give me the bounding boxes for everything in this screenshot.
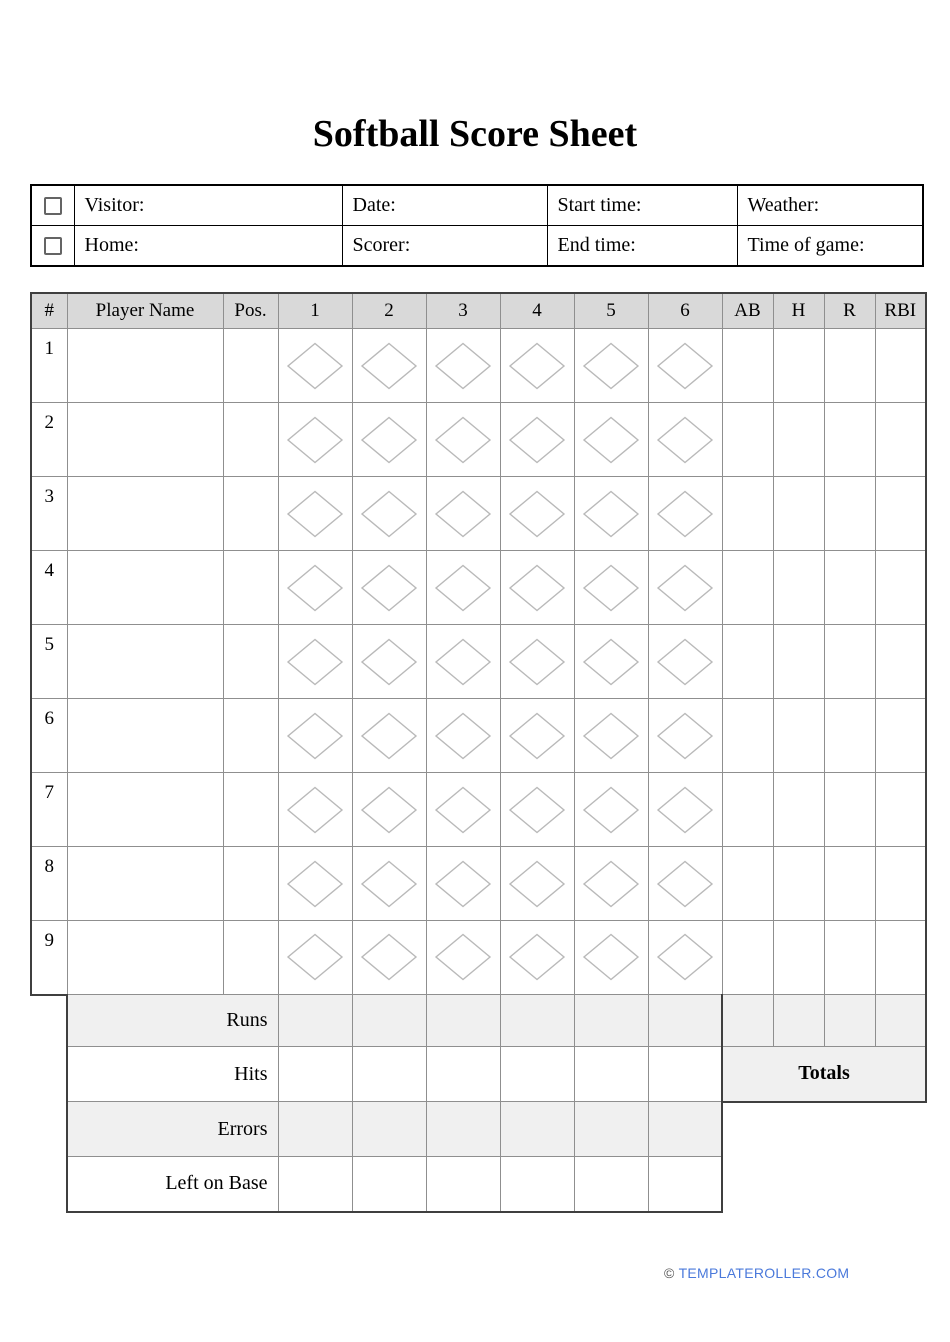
inning-cell[interactable] xyxy=(278,625,352,699)
ab-cell[interactable] xyxy=(722,329,773,403)
diamond-icon xyxy=(582,786,640,834)
inning-cell[interactable] xyxy=(648,403,722,477)
diamond-icon xyxy=(360,638,418,686)
col-header-rbi: RBI xyxy=(875,293,926,329)
ab-cell[interactable] xyxy=(722,625,773,699)
diamond-icon xyxy=(508,712,566,760)
player-name-cell[interactable] xyxy=(67,699,223,773)
h-cell[interactable] xyxy=(773,477,824,551)
diamond-icon xyxy=(582,342,640,390)
date-label: Date: xyxy=(352,194,396,216)
diamond-icon xyxy=(286,490,344,538)
h-cell[interactable] xyxy=(773,625,824,699)
errors-inning-cell[interactable] xyxy=(500,1102,574,1157)
hits-inning-cell[interactable] xyxy=(574,1047,648,1102)
hits-inning-cell[interactable] xyxy=(278,1047,352,1102)
table-row xyxy=(31,699,926,773)
score-table xyxy=(30,292,927,996)
ab-cell[interactable] xyxy=(722,403,773,477)
table-row xyxy=(31,477,926,551)
diamond-icon xyxy=(434,416,492,464)
position-cell[interactable] xyxy=(223,773,278,847)
inning-cell[interactable] xyxy=(574,551,648,625)
inning-cell[interactable] xyxy=(500,551,574,625)
diamond-icon xyxy=(582,490,640,538)
total-ab-cell[interactable] xyxy=(722,995,773,1047)
inning-cell[interactable] xyxy=(278,551,352,625)
totals-runs-row xyxy=(722,995,926,1047)
position-cell[interactable] xyxy=(223,625,278,699)
runs-inning-cell[interactable] xyxy=(574,995,648,1047)
diamond-icon xyxy=(656,490,714,538)
position-cell[interactable] xyxy=(223,403,278,477)
player-name-cell[interactable] xyxy=(67,625,223,699)
diamond-icon xyxy=(286,860,344,908)
h-cell[interactable] xyxy=(773,329,824,403)
inning-cell[interactable] xyxy=(648,329,722,403)
table-row xyxy=(31,773,926,847)
table-row xyxy=(31,921,926,995)
inning-cell[interactable] xyxy=(352,699,426,773)
col-header-r: R xyxy=(824,293,875,329)
diamond-icon xyxy=(286,564,344,612)
footer-link[interactable]: TEMPLATEROLLER.COM xyxy=(678,1265,850,1281)
left-on-base-inning-cell[interactable] xyxy=(352,1157,426,1212)
inning-cell[interactable] xyxy=(574,477,648,551)
diamond-icon xyxy=(508,416,566,464)
date-field[interactable] xyxy=(342,185,547,226)
score-table-header-row xyxy=(31,293,926,329)
left-on-base-inning-cell[interactable] xyxy=(500,1157,574,1212)
runs-inning-cell[interactable] xyxy=(426,995,500,1047)
inning-cell[interactable] xyxy=(500,699,574,773)
ab-cell[interactable] xyxy=(722,921,773,995)
diamond-icon xyxy=(656,786,714,834)
inning-cell[interactable] xyxy=(352,477,426,551)
player-number: 2 xyxy=(31,403,67,477)
start-time-field[interactable] xyxy=(547,185,737,226)
rbi-cell[interactable] xyxy=(875,551,926,625)
col-header-player-name: Player Name xyxy=(67,293,223,329)
visitor-checkbox-cell xyxy=(31,185,74,226)
home-field[interactable] xyxy=(74,226,342,267)
end-time-field[interactable] xyxy=(547,226,737,267)
diamond-icon xyxy=(582,564,640,612)
inning-cell[interactable] xyxy=(648,551,722,625)
diamond-icon xyxy=(656,416,714,464)
diamond-icon xyxy=(360,416,418,464)
left-on-base-inning-cell[interactable] xyxy=(278,1157,352,1212)
inning-cell[interactable] xyxy=(500,329,574,403)
r-cell[interactable] xyxy=(824,921,875,995)
rbi-cell[interactable] xyxy=(875,477,926,551)
inning-cell[interactable] xyxy=(426,625,500,699)
total-r-cell[interactable] xyxy=(824,995,875,1047)
player-number: 5 xyxy=(31,625,67,699)
totals-block xyxy=(721,994,927,1103)
home-label: Home: xyxy=(84,234,139,256)
r-cell[interactable] xyxy=(824,403,875,477)
total-rbi-cell[interactable] xyxy=(875,995,926,1047)
diamond-icon xyxy=(360,860,418,908)
diamond-icon xyxy=(656,564,714,612)
weather-field[interactable] xyxy=(737,185,923,226)
diamond-icon xyxy=(508,564,566,612)
hits-inning-cell[interactable] xyxy=(648,1047,722,1102)
diamond-icon xyxy=(434,712,492,760)
diamond-icon xyxy=(286,416,344,464)
inning-cell[interactable] xyxy=(574,773,648,847)
inning-cell[interactable] xyxy=(648,773,722,847)
diamond-icon xyxy=(360,933,418,981)
inning-cell[interactable] xyxy=(352,625,426,699)
summary-row-errors xyxy=(67,1102,722,1157)
totals-label-row xyxy=(722,1047,926,1102)
totals-label: Totals xyxy=(722,1047,926,1102)
inning-cell[interactable] xyxy=(648,699,722,773)
time-of-game-label: Time of game: xyxy=(747,234,865,256)
inning-cell[interactable] xyxy=(648,921,722,995)
inning-cell[interactable] xyxy=(648,477,722,551)
h-cell[interactable] xyxy=(773,551,824,625)
errors-label: Errors xyxy=(67,1102,278,1157)
inning-cell[interactable] xyxy=(648,847,722,921)
errors-inning-cell[interactable] xyxy=(278,1102,352,1157)
summary-table xyxy=(66,994,723,1213)
inning-cell[interactable] xyxy=(426,477,500,551)
player-number: 6 xyxy=(31,699,67,773)
inning-cell[interactable] xyxy=(278,329,352,403)
table-row xyxy=(31,847,926,921)
diamond-icon xyxy=(360,564,418,612)
runs-inning-cell[interactable] xyxy=(500,995,574,1047)
inning-cell[interactable] xyxy=(500,773,574,847)
inning-cell[interactable] xyxy=(278,403,352,477)
inning-cell[interactable] xyxy=(426,699,500,773)
diamond-icon xyxy=(286,933,344,981)
inning-cell[interactable] xyxy=(574,699,648,773)
left-on-base-inning-cell[interactable] xyxy=(574,1157,648,1212)
ab-cell[interactable] xyxy=(722,699,773,773)
visitor-label: Visitor: xyxy=(84,194,145,216)
position-cell[interactable] xyxy=(223,847,278,921)
info-row-visitor xyxy=(31,185,923,226)
diamond-icon xyxy=(582,638,640,686)
inning-cell[interactable] xyxy=(352,921,426,995)
ab-cell[interactable] xyxy=(722,477,773,551)
h-cell[interactable] xyxy=(773,699,824,773)
diamond-icon xyxy=(360,712,418,760)
col-header-inning-2: 2 xyxy=(352,293,426,329)
inning-cell[interactable] xyxy=(500,921,574,995)
r-cell[interactable] xyxy=(824,625,875,699)
rbi-cell[interactable] xyxy=(875,625,926,699)
diamond-icon xyxy=(286,342,344,390)
inning-cell[interactable] xyxy=(278,699,352,773)
r-cell[interactable] xyxy=(824,477,875,551)
diamond-icon xyxy=(434,786,492,834)
h-cell[interactable] xyxy=(773,921,824,995)
col-header-inning-4: 4 xyxy=(500,293,574,329)
player-number: 3 xyxy=(31,477,67,551)
table-row xyxy=(31,551,926,625)
inning-cell[interactable] xyxy=(426,921,500,995)
position-cell[interactable] xyxy=(223,477,278,551)
inning-cell[interactable] xyxy=(500,403,574,477)
summary-row-left-on-base xyxy=(67,1157,722,1212)
diamond-icon xyxy=(286,786,344,834)
diamond-icon xyxy=(434,933,492,981)
col-header-inning-3: 3 xyxy=(426,293,500,329)
diamond-icon xyxy=(582,860,640,908)
player-number: 4 xyxy=(31,551,67,625)
diamond-icon xyxy=(656,638,714,686)
diamond-icon xyxy=(508,860,566,908)
table-row xyxy=(31,329,926,403)
inning-cell[interactable] xyxy=(648,625,722,699)
scorer-label: Scorer: xyxy=(352,234,411,256)
inning-cell[interactable] xyxy=(278,847,352,921)
col-header-position: Pos. xyxy=(223,293,278,329)
col-header-inning-1: 1 xyxy=(278,293,352,329)
h-cell[interactable] xyxy=(773,403,824,477)
diamond-icon xyxy=(286,712,344,760)
rbi-cell[interactable] xyxy=(875,329,926,403)
diamond-icon xyxy=(360,342,418,390)
home-checkbox[interactable] xyxy=(44,237,62,255)
rbi-cell[interactable] xyxy=(875,403,926,477)
diamond-icon xyxy=(582,416,640,464)
player-number: 8 xyxy=(31,847,67,921)
diamond-icon xyxy=(656,342,714,390)
diamond-icon xyxy=(434,638,492,686)
player-name-cell[interactable] xyxy=(67,329,223,403)
ab-cell[interactable] xyxy=(722,551,773,625)
errors-inning-cell[interactable] xyxy=(426,1102,500,1157)
player-name-cell[interactable] xyxy=(67,847,223,921)
hits-inning-cell[interactable] xyxy=(352,1047,426,1102)
r-cell[interactable] xyxy=(824,699,875,773)
table-row xyxy=(31,403,926,477)
time-of-game-field[interactable] xyxy=(737,226,923,267)
inning-cell[interactable] xyxy=(574,847,648,921)
diamond-icon xyxy=(656,933,714,981)
left-on-base-inning-cell[interactable] xyxy=(426,1157,500,1212)
inning-cell[interactable] xyxy=(278,773,352,847)
player-name-cell[interactable] xyxy=(67,551,223,625)
game-info-table xyxy=(30,184,924,267)
runs-label: Runs xyxy=(67,995,278,1047)
left-on-base-label: Left on Base xyxy=(67,1157,278,1212)
col-header-inning-6: 6 xyxy=(648,293,722,329)
inning-cell[interactable] xyxy=(574,625,648,699)
footer xyxy=(664,1265,849,1281)
diamond-icon xyxy=(434,342,492,390)
inning-cell[interactable] xyxy=(278,921,352,995)
diamond-icon xyxy=(582,933,640,981)
weather-label: Weather: xyxy=(747,194,820,216)
info-row-home xyxy=(31,226,923,267)
player-number: 9 xyxy=(31,921,67,995)
diamond-icon xyxy=(286,638,344,686)
errors-inning-cell[interactable] xyxy=(352,1102,426,1157)
position-cell[interactable] xyxy=(223,329,278,403)
col-header-ab: AB xyxy=(722,293,773,329)
scorer-field[interactable] xyxy=(342,226,547,267)
r-cell[interactable] xyxy=(824,847,875,921)
position-cell[interactable] xyxy=(223,551,278,625)
summary-row-hits xyxy=(67,1047,722,1102)
diamond-icon xyxy=(508,342,566,390)
player-number: 7 xyxy=(31,773,67,847)
player-number: 1 xyxy=(31,329,67,403)
rbi-cell[interactable] xyxy=(875,921,926,995)
diamond-icon xyxy=(656,712,714,760)
diamond-icon xyxy=(434,490,492,538)
r-cell[interactable] xyxy=(824,329,875,403)
end-time-label: End time: xyxy=(557,234,636,256)
inning-cell[interactable] xyxy=(500,625,574,699)
inning-cell[interactable] xyxy=(426,551,500,625)
inning-cell[interactable] xyxy=(426,847,500,921)
copyright-symbol: © xyxy=(664,1265,675,1281)
table-row xyxy=(31,625,926,699)
diamond-icon xyxy=(434,860,492,908)
diamond-icon xyxy=(508,490,566,538)
visitor-field[interactable] xyxy=(74,185,342,226)
left-on-base-inning-cell[interactable] xyxy=(648,1157,722,1212)
r-cell[interactable] xyxy=(824,551,875,625)
inning-cell[interactable] xyxy=(426,329,500,403)
ab-cell[interactable] xyxy=(722,773,773,847)
summary-row-runs xyxy=(67,995,722,1047)
inning-cell[interactable] xyxy=(352,329,426,403)
inning-cell[interactable] xyxy=(500,477,574,551)
inning-cell[interactable] xyxy=(574,403,648,477)
inning-cell[interactable] xyxy=(574,921,648,995)
inning-cell[interactable] xyxy=(278,477,352,551)
rbi-cell[interactable] xyxy=(875,699,926,773)
diamond-icon xyxy=(508,786,566,834)
rbi-cell[interactable] xyxy=(875,847,926,921)
inning-cell[interactable] xyxy=(574,329,648,403)
player-name-cell[interactable] xyxy=(67,773,223,847)
player-name-cell[interactable] xyxy=(67,921,223,995)
runs-inning-cell[interactable] xyxy=(352,995,426,1047)
diamond-icon xyxy=(434,564,492,612)
r-cell[interactable] xyxy=(824,773,875,847)
rbi-cell[interactable] xyxy=(875,773,926,847)
hits-label: Hits xyxy=(67,1047,278,1102)
h-cell[interactable] xyxy=(773,773,824,847)
diamond-icon xyxy=(656,860,714,908)
errors-inning-cell[interactable] xyxy=(648,1102,722,1157)
player-name-cell[interactable] xyxy=(67,477,223,551)
total-h-cell[interactable] xyxy=(773,995,824,1047)
diamond-icon xyxy=(360,490,418,538)
diamond-icon xyxy=(582,712,640,760)
errors-inning-cell[interactable] xyxy=(574,1102,648,1157)
h-cell[interactable] xyxy=(773,847,824,921)
inning-cell[interactable] xyxy=(352,847,426,921)
inning-cell[interactable] xyxy=(500,847,574,921)
position-cell[interactable] xyxy=(223,921,278,995)
col-header-h: H xyxy=(773,293,824,329)
visitor-checkbox[interactable] xyxy=(44,197,62,215)
inning-cell[interactable] xyxy=(426,773,500,847)
col-header-number: # xyxy=(31,293,67,329)
inning-cell[interactable] xyxy=(352,403,426,477)
inning-cell[interactable] xyxy=(352,551,426,625)
diamond-icon xyxy=(508,638,566,686)
runs-inning-cell[interactable] xyxy=(648,995,722,1047)
home-checkbox-cell xyxy=(31,226,74,267)
diamond-icon xyxy=(508,933,566,981)
hits-inning-cell[interactable] xyxy=(426,1047,500,1102)
ab-cell[interactable] xyxy=(722,847,773,921)
inning-cell[interactable] xyxy=(426,403,500,477)
start-time-label: Start time: xyxy=(557,194,642,216)
page-title: Softball Score Sheet xyxy=(312,113,638,155)
player-name-cell[interactable] xyxy=(67,403,223,477)
inning-cell[interactable] xyxy=(352,773,426,847)
diamond-icon xyxy=(360,786,418,834)
runs-inning-cell[interactable] xyxy=(278,995,352,1047)
col-header-inning-5: 5 xyxy=(574,293,648,329)
hits-inning-cell[interactable] xyxy=(500,1047,574,1102)
position-cell[interactable] xyxy=(223,699,278,773)
